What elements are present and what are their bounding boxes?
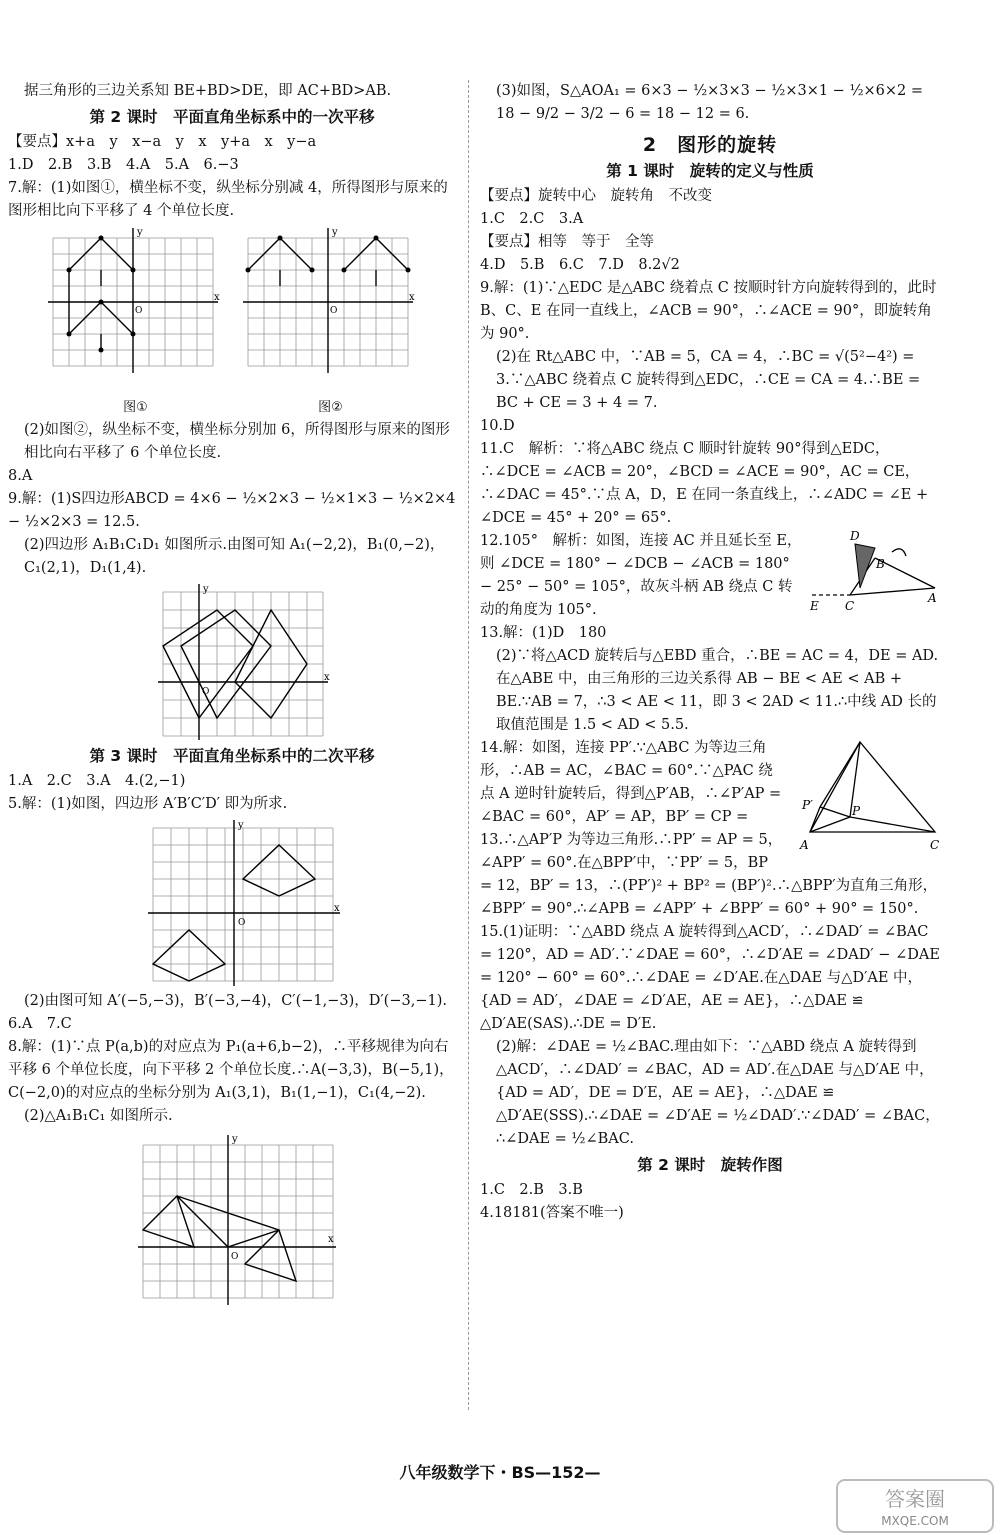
lesson-heading: 第 3 课时 平面直角坐标系中的二次平移 <box>89 747 375 765</box>
column-divider <box>468 80 469 1410</box>
svg-text:y: y <box>203 584 209 595</box>
grid-figure-8 <box>138 1130 338 1310</box>
svg-text:P′: P′ <box>802 798 813 812</box>
watermark-logo <box>835 1478 995 1534</box>
svg-text:O: O <box>238 918 246 928</box>
svg-text:A: A <box>800 838 809 852</box>
grid-figure-1 <box>48 223 223 388</box>
key-points: 【要点】旋转中心 旋转角 不改变 <box>480 188 712 204</box>
triangle-figure-14 <box>790 737 940 857</box>
svg-text:y: y <box>238 820 244 831</box>
svg-text:O: O <box>135 306 143 316</box>
solution-13-part2: (2)∵将△ACD 旋转后与△EBD 重合，∴BE = AC = 4，DE = AD.在△ABE 中，由三角形的三边关系得 AB − BE < AE < AB + BE.∵AB = 7，∴3 < AE < 11，即 3 < 2AD < 11.∴中线 AD 长的取值范围是 1.5 < AD < 5.5. <box>496 648 939 733</box>
lesson-heading: 第 1 课时 旋转的定义与性质 <box>606 162 814 180</box>
solution-9-part2: (2)在 Rt△ABC 中，∵AB = 5，CA = 4，∴BC = √(5²−4²) = 3.∵△ABC 绕着点 C 旋转得到△EDC，∴CE = CA = 4.∴BE = BC + CE = 3 + 4 = 7. <box>496 349 921 411</box>
answers: 1.C 2.B 3.B <box>480 1182 583 1198</box>
solution-5-part2: (2)由图可知 A′(−5,−3)，B′(−3,−4)，C′(−1,−3)，D′(−3,−1). <box>24 993 447 1009</box>
figure-2 <box>243 223 418 419</box>
solution-9-part2: (2)四边形 A₁B₁C₁D₁ 如图所示.由图可知 A₁(−2,2)，B₁(0,−2)，C₁(2,1)，D₁(1,4). <box>24 537 445 576</box>
dustpan-figure <box>810 530 940 615</box>
svg-text:A: A <box>928 591 937 605</box>
svg-text:y: y <box>232 1134 238 1145</box>
page-footer: 八年级数学下・BS—152— <box>399 1463 601 1482</box>
svg-text:y: y <box>332 227 338 238</box>
solution-5: 5.解：(1)如图，四边形 A′B′C′D′ 即为所求. <box>8 796 288 812</box>
svg-text:B: B <box>876 557 885 571</box>
svg-text:E: E <box>810 599 819 613</box>
answers: 4.D 5.B 6.C 7.D 8.2√2 <box>480 257 680 273</box>
solution-15-part2: (2)解：∠DAE = ½∠BAC.理由如下：∵△ABD 绕点 A 旋转得到△ACD′，∴∠DAD′ = ∠BAC，AD = AD′.在△DAE 与△D′AE 中，{AD = AD′，DE = D′E，AE = AE}，∴△DAE ≌ △D′AE(SSS).∴∠DAE = ∠D′AE = ½∠DAD′.∵∠DAD′ = ∠BAC，∴∠DAE = ½∠BAC. <box>496 1039 940 1147</box>
solution-15: 15.(1)证明：∵△ABD 绕点 A 旋转得到△ACD′，∴∠DAD′ = ∠BAC = 120°，AD = AD′.∵∠DAE = 60°，∴∠D′AE = ∠DAD′ − ∠DAE = 120° − 60° = 60°.∴∠DAE = ∠D′AE.在△DAE 与△D′AE 中，{AD = AD′，∠DAE = ∠D′AE，AE = AE}，∴△DAE ≌ △D′AE(SAS).∴DE = D′E. <box>480 924 940 1032</box>
lesson-heading: 第 2 课时 旋转作图 <box>637 1156 783 1174</box>
svg-text:x: x <box>334 903 340 914</box>
answers: 1.D 2.B 3.B 4.A 5.A 6.−3 <box>8 157 239 173</box>
grid-figure-5 <box>148 818 348 988</box>
svg-text:C: C <box>845 599 855 613</box>
answer-8: 8.A <box>8 468 33 484</box>
key-points: 【要点】相等 等于 全等 <box>480 234 654 250</box>
answers: 1.A 2.C 3.A 4.(2,−1) <box>8 773 186 789</box>
svg-text:x: x <box>324 672 330 683</box>
solution-8: 8.解：(1)∵点 P(a,b)的对应点为 P₁(a+6,b−2)，∴平移规律为向右平移 6 个单位长度，向下平移 2 个单位长度.∴A(−3,3)，B(−5,1)，C(−2,0)的对应点的坐标分别为 A₁(3,1)，B₁(1,−1)，C₁(4,−2). <box>8 1039 454 1101</box>
figure-2-caption: 图② <box>318 400 343 415</box>
solution-11: 11.C 解析：∵将△ABC 绕点 C 顺时针旋转 90°得到△EDC，∴∠DCE = ∠ACB = 20°，∠BCD = ∠ACE = 90°，AC = CE，∴∠DAC = 45°.∵点 A，D，E 在同一条直线上，∴∠ADC = ∠E + ∠DCE = 45° + 20° = 65°. <box>480 441 929 526</box>
figure-1-caption: 图① <box>123 400 148 415</box>
svg-text:x: x <box>328 1234 334 1245</box>
solution-8-part3: (3)如图，S△AOA₁ = 6×3 − ½×3×3 − ½×3×1 − ½×6×2 = 18 − 9/2 − 3/2 − 6 = 18 − 12 = 6. <box>496 83 924 122</box>
svg-text:D: D <box>850 530 860 543</box>
watermark-text: 答案圈 <box>885 1487 945 1511</box>
watermark-url: MXQE.COM <box>881 1514 949 1528</box>
key-points: 【要点】x+a y x−a y x y+a x y−a <box>8 134 317 150</box>
lesson-heading: 第 2 课时 平面直角坐标系中的一次平移 <box>89 108 375 126</box>
right-column <box>480 80 940 1225</box>
figures-7 <box>48 223 456 419</box>
solution-13: 13.解：(1)D 180 <box>480 625 607 641</box>
svg-text:P: P <box>852 804 861 818</box>
solution-14: 14.解：如图，连接 PP′.∵△ABC 为等边三角形，∴AB = AC，∠BAC = 60°.∵△PAC 绕点 A 逆时针旋转后，得到△P′AB，∴∠P′AP = ∠BAC = 60°，AP′ = AP，BP′ = CP = 13.∴△AP′P 为等边三角形.∴PP′ = AP = 5，∠APP′ = 60°.在△BPP′中，∵PP′ = 5，BP = 12，BP′ = 13，∴(PP′)² + BP² = (BP′)².∴△BPP′为直角三角形，∠BPP′ = 90°.∴∠APB = ∠APP′ + ∠BPP′ = 60° + 90° = 150°. <box>480 740 938 917</box>
section-heading: 2 图形的旋转 <box>642 134 778 156</box>
left-column <box>8 80 456 1312</box>
solution-7: 7.解：(1)如图①，横坐标不变，纵坐标分别减 4，所得图形与原来的图形相比向下平移了 4 个单位长度. <box>8 180 448 219</box>
figure-1 <box>48 223 223 419</box>
answers: 1.C 2.C 3.A <box>480 211 584 227</box>
solution-7-part2: (2)如图②，纵坐标不变，横坐标分别加 6，所得图形与原来的图形相比向右平移了 6 个单位长度. <box>24 422 450 461</box>
grid-figure-2 <box>243 223 418 388</box>
svg-text:O: O <box>202 687 210 697</box>
solution-9: 9.解：(1)S四边形ABCD = 4×6 − ½×2×3 − ½×1×3 − ½×2×4 − ½×2×3 = 12.5. <box>8 491 456 530</box>
svg-text:y: y <box>137 227 143 238</box>
svg-text:x: x <box>409 292 415 303</box>
svg-text:O: O <box>330 306 338 316</box>
svg-text:x: x <box>214 292 220 303</box>
svg-text:C: C <box>930 838 940 852</box>
text-line: 据三角形的三边关系知 BE+BD>DE，即 AC+BD>AB. <box>24 83 392 99</box>
solution-8-part2: (2)△A₁B₁C₁ 如图所示. <box>24 1108 173 1124</box>
answers: 6.A 7.C <box>8 1016 72 1032</box>
grid-figure-9 <box>158 582 333 742</box>
solution-12: 12.105° 解析：如图，连接 AC 并且延长至 E，则 ∠DCE = 180° − ∠DCB − ∠ACB = 180° − 25° − 50° = 105°，故灰斗柄 AB 绕点 C 转动的角度为 105°. <box>480 533 802 618</box>
svg-text:O: O <box>231 1252 239 1262</box>
solution-9: 9.解：(1)∵△EDC 是△ABC 绕着点 C 按顺时针方向旋转得到的，此时 B、C、E 在同一直线上，∠ACB = 90°，∴∠ACE = 90°，即旋转角为 90°. <box>480 280 937 342</box>
answer-10: 10.D <box>480 418 515 434</box>
answers: 4.18181(答案不唯一) <box>480 1205 624 1221</box>
